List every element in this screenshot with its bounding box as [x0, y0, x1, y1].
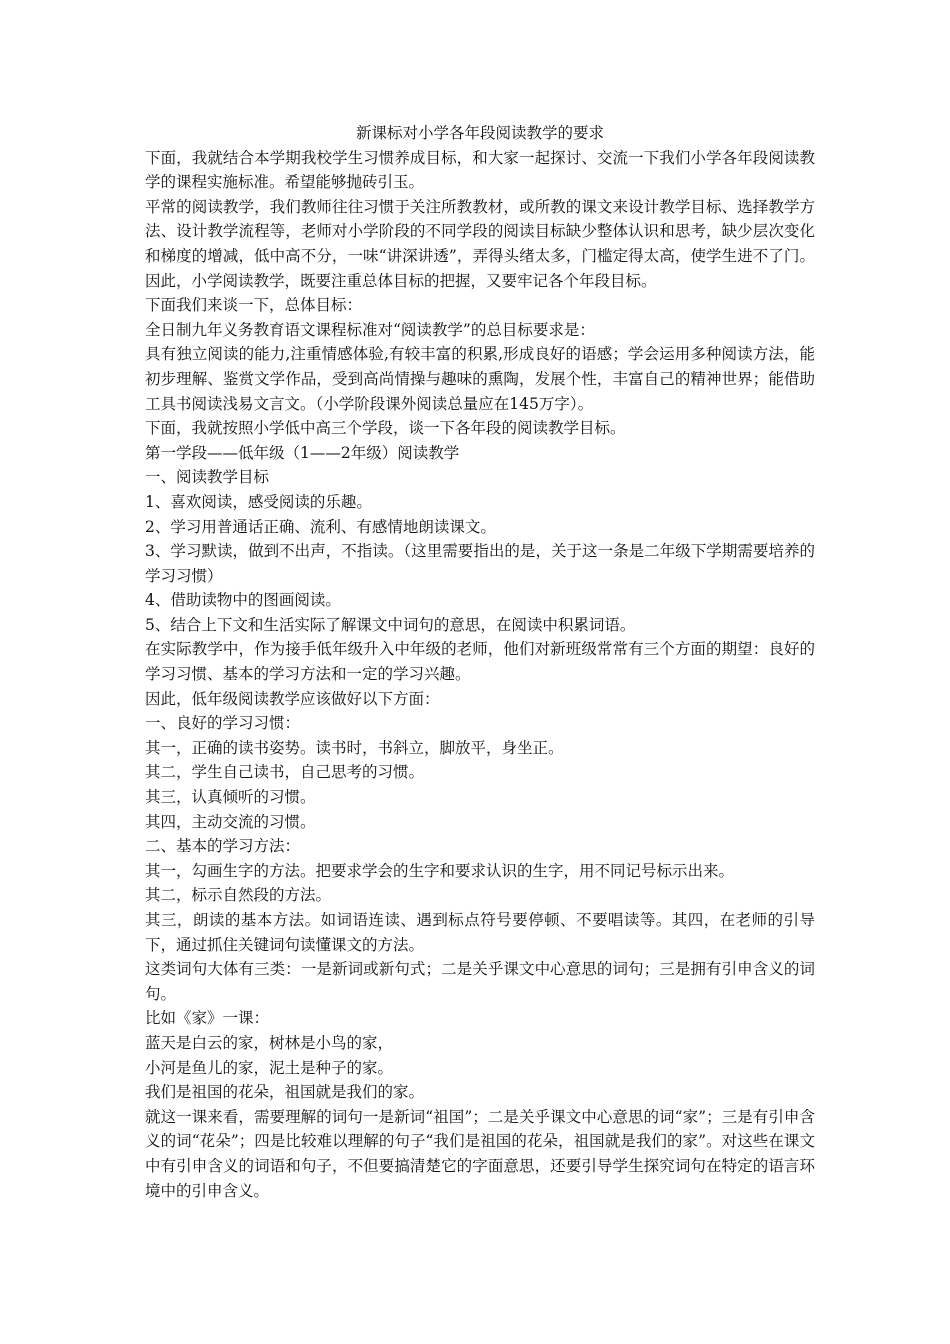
paragraph: 平常的阅读教学，我们教师往往习惯于关注所教教材，或所教的课文来设计教学目标、选择教学方法、设计教学流程等，老师对小学阶段的不同学段的阅读目标缺少整体认识和思考，缺少层次变化和梯度的增减，低中高不分，一味“讲深讲透”，弄得头绪太多，门槛定得太高，使学生进不了门。因此，小学阅读教学，既要注重总体目标的把握，又要牢记各个年段目标。: [145, 197, 815, 290]
paragraph: 第一学段——低年级（1——2年级）阅读教学: [145, 443, 460, 462]
document-page: [145, 121, 815, 1203]
document-body: [145, 146, 815, 1204]
paragraph: 下面，我就按照小学低中高三个学段，谈一下各年段的阅读教学目标。: [145, 419, 626, 438]
paragraph: 下面，我就结合本学期我校学生习惯养成目标，和大家一起探讨、交流一下我们小学各年段阅读教学的课程实施标准。希望能够抛砖引玉。: [145, 148, 815, 192]
paragraph: 4、借助读物中的图画阅读。: [145, 591, 341, 610]
paragraph: 5、结合上下文和生活实际了解课文中词句的意思，在阅读中积累词语。: [145, 615, 636, 634]
paragraph: 比如《家》一课：: [145, 1009, 270, 1028]
paragraph: 小河是鱼儿的家，泥土是种子的家。: [145, 1058, 394, 1077]
paragraph: 其二，学生自己读书，自己思考的习惯。: [145, 763, 425, 782]
paragraph: 其二，标示自然段的方法。: [145, 886, 332, 905]
paragraph: 一、阅读教学目标: [145, 468, 270, 487]
paragraph: 就这一课来看，需要理解的词句一是新词“祖国”；二是关乎课文中心意思的词“家”；三是有引申含义的词“花朵”；四是比较难以理解的句子“我们是祖国的花朵，祖国就是我们的家”。对这些在课文中有引申含义的词语和句子，不但要搞清楚它的字面意思，还要引导学生探究词句在特定的语言环境中的引申含义。: [145, 1107, 815, 1200]
paragraph: 3、学习默读，做到不出声，不指读。（这里需要指出的是，关于这一条是二年级下学期需要培养的学习习惯）: [145, 542, 815, 585]
paragraph: 其四，主动交流的习惯。: [145, 812, 316, 831]
paragraph: 下面我们来谈一下，总体目标：: [145, 296, 363, 315]
paragraph: 这类词句大体有三类：一是新词或新句式；二是关乎课文中心意思的词句；三是拥有引申含义的词句。: [145, 960, 815, 1003]
paragraph: 我们是祖国的花朵，祖国就是我们的家。: [145, 1083, 425, 1102]
paragraph: 其三，认真倾听的习惯。: [145, 788, 316, 807]
paragraph: 其三，朗读的基本方法。如词语连读、遇到标点符号要停顿、不要唱读等。其四，在老师的引导下，通过抓住关键词句读懂课文的方法。: [145, 911, 815, 954]
paragraph: 1、喜欢阅读，感受阅读的乐趣。: [145, 492, 372, 511]
paragraph: 二、基本的学习方法：: [145, 837, 301, 856]
paragraph: 蓝天是白云的家，树林是小鸟的家，: [145, 1033, 394, 1052]
paragraph: 具有独立阅读的能力,注重情感体验,有较丰富的积累,形成良好的语感；学会运用多种阅读方法，能初步理解、鉴赏文学作品，受到高尚情操与趣味的熏陶，发展个性，丰富自己的精神世界；能借助工具书阅读浅易文言文。（小学阶段课外阅读总量应在145万字）。: [145, 345, 815, 413]
paragraph: 全日制九年义务教育语文课程标准对“阅读教学”的总目标要求是：: [145, 320, 595, 339]
paragraph: 一、良好的学习习惯：: [145, 714, 301, 733]
paragraph: 其一，勾画生字的方法。把要求学会的生字和要求认识的生字，用不同记号标示出来。: [145, 861, 735, 880]
document-title: 新课标对小学各年段阅读教学的要求: [355, 124, 604, 142]
paragraph: 在实际教学中，作为接手低年级升入中年级的老师，他们对新班级常常有三个方面的期望：良好的学习习惯、基本的学习方法和一定的学习兴趣。: [145, 640, 815, 684]
paragraph: 其一，正确的读书姿势。读书时，书斜立，脚放平，身坐正。: [145, 738, 564, 757]
paragraph: 因此，低年级阅读教学应该做好以下方面：: [145, 689, 440, 708]
paragraph: 2、学习用普通话正确、流利、有感情地朗读课文。: [145, 517, 496, 536]
